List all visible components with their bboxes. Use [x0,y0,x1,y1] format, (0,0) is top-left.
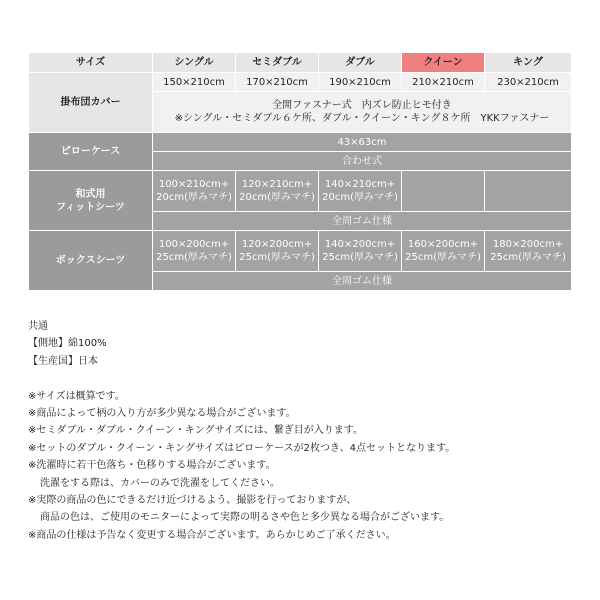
kakebuton-note-line1: 全開ファスナー式 内ズレ防止ヒモ付き [272,100,452,111]
header-size: サイズ [29,53,153,73]
size-spec-table [28,52,572,291]
note-size-approx: ※サイズは概算です。 [28,390,125,402]
header-single: シングル [153,53,236,73]
box-size-king-depth: 25cm(厚みマチ) [490,252,566,263]
kakebuton-note [153,92,572,133]
fitted-size-semi-double-dim: 120×210cm+ [241,179,313,190]
note-color-detail: 商品の色は、ご使用のモニターによって実際の明るさや色と多少異なる場合がございます。 [40,512,450,524]
kakebuton-note-line2: ※シングル・セミダブル６ケ所、ダブル・クイーン・キング８ケ所 YKKファスナー [174,113,550,124]
header-double: ダブル [319,53,402,73]
note-color: ※実際の商品の色にできるだけ近づけるよう、撮影を行っておりますが、 [28,495,357,507]
fitted-label-line2: フィットシーツ [56,201,125,213]
note-pattern: ※商品によって柄の入り方が多少異なる場合がございます。 [28,408,296,420]
fitted-size-semi-double [236,171,319,212]
fitted-size-queen-na [402,171,485,212]
box-size-single [153,231,236,272]
box-size-queen-depth: 25cm(厚みマチ) [405,252,481,263]
box-size-semi-double-dim: 120×200cm+ [241,239,313,250]
header-row [29,53,572,73]
note-wash: ※洗濯時に若干色落ち・色移りする場合がございます。 [28,460,276,472]
note-origin: 【生産国】日本 [28,355,98,367]
note-common: 共通 [28,321,48,332]
box-size-row [29,231,572,272]
header-queen: クイーン [402,53,485,73]
box-size-single-depth: 25cm(厚みマチ) [156,252,232,263]
header-semi-double: セミダブル [236,53,319,73]
kakebuton-label: 掛布団カバー [29,73,153,133]
fitted-size-double-dim: 140×210cm+ [324,179,396,190]
kakebuton-size-king: 230×210cm [485,73,572,92]
box-size-double [319,231,402,272]
fitted-size-double-depth: 20cm(厚みマチ) [322,192,398,203]
pillow-size-row [29,133,572,152]
note-spec-change: ※商品の仕様は予告なく変更する場合がございます。あらかじめご了承ください。 [28,529,396,541]
fitted-label-line1: 和式用 [75,188,106,200]
box-size-single-dim: 100×200cm+ [158,239,230,250]
box-size-double-depth: 25cm(厚みマチ) [322,252,398,263]
box-note: 全周ゴム仕様 [153,272,572,291]
pillow-size: 43×63cm [153,133,572,152]
kakebuton-size-double: 190×210cm [319,73,402,92]
note-material: 【側地】綿100% [28,338,107,350]
pillow-label: ピローケース [29,133,153,171]
product-notes [28,318,588,544]
fitted-size-row [29,171,572,212]
note-wash-detail: 洗濯をする際は、カバーのみで洗濯をしてください。 [40,477,280,489]
kakebuton-size-semi-double: 170×210cm [236,73,319,92]
box-size-double-dim: 140×200cm+ [324,239,396,250]
fitted-label [29,171,153,231]
fitted-size-semi-double-depth: 20cm(厚みマチ) [239,192,315,203]
kakebuton-size-row [29,73,572,92]
notes-spacer [28,370,588,387]
header-king: キング [485,53,572,73]
box-size-semi-double-depth: 25cm(厚みマチ) [239,252,315,263]
box-size-queen [402,231,485,272]
box-label: ボックスシーツ [29,231,153,291]
fitted-size-single-depth: 20cm(厚みマチ) [156,192,232,203]
box-size-king [485,231,572,272]
note-seam: ※セミダブル・ダブル・クイーン・キングサイズには、繋ぎ目が入ります。 [28,425,363,437]
kakebuton-size-queen: 210×210cm [402,73,485,92]
note-set: ※セットのダブル・クイーン・キングサイズはピローケースが2枚つき、4点セットとなります。 [28,442,456,454]
fitted-size-single-dim: 100×210cm+ [158,179,230,190]
box-size-semi-double [236,231,319,272]
fitted-size-single [153,171,236,212]
box-size-queen-dim: 160×200cm+ [407,239,479,250]
box-size-king-dim: 180×200cm+ [492,239,564,250]
pillow-note: 合わせ式 [153,152,572,171]
fitted-size-double [319,171,402,212]
fitted-note: 全周ゴム仕様 [153,212,572,231]
kakebuton-size-single: 150×210cm [153,73,236,92]
fitted-size-king-na [485,171,572,212]
